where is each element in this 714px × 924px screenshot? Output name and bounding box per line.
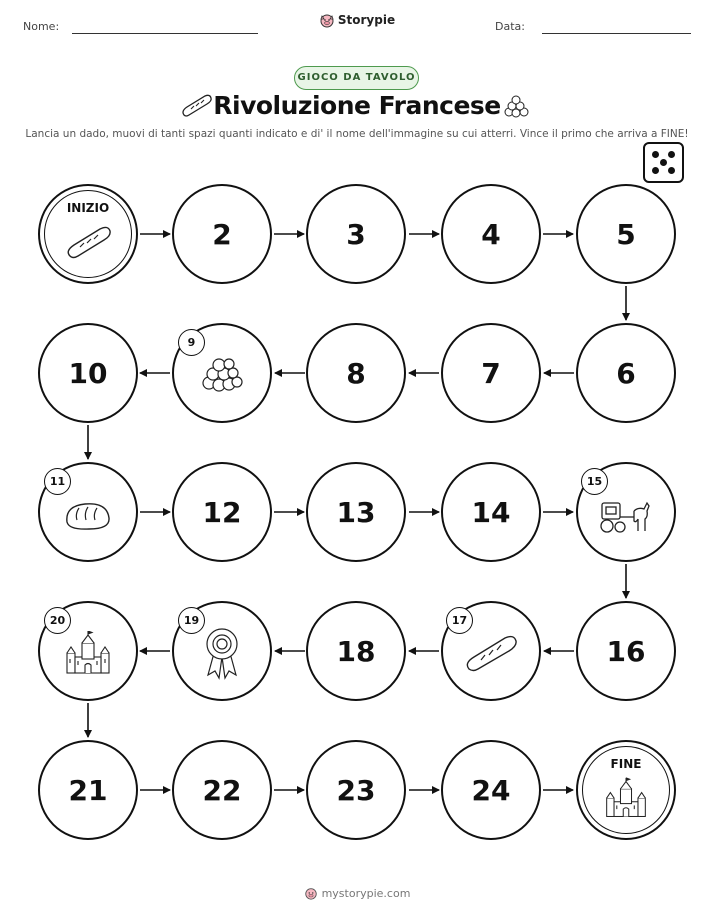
brand-name: Storypie (337, 13, 396, 27)
space-number-tag: 9 (178, 329, 205, 356)
rosette-ribbon-icon (202, 627, 242, 681)
baguette-icon (463, 633, 519, 675)
pig-mascot-icon (304, 886, 318, 900)
pig-mascot-icon (319, 12, 335, 28)
castle-icon (63, 631, 113, 677)
space-number-tag: 17 (446, 607, 473, 634)
footer (0, 886, 714, 905)
cake-pile-icon (501, 93, 533, 119)
space-end (576, 740, 676, 840)
space-7: 7 (441, 323, 541, 423)
space-8: 8 (306, 323, 406, 423)
space-5: 5 (576, 184, 676, 284)
name-label: Nome: (23, 20, 60, 33)
space-2: 2 (172, 184, 272, 284)
space-18: 18 (306, 601, 406, 701)
space-start (38, 184, 138, 284)
instructions: Lancia un dado, muovi di tanti spazi quanti indicato e di' il nome dell'immagine su cui atterri. Vince il primo che arriva a FINE! (25, 128, 689, 140)
space-number-tag: 15 (581, 468, 608, 495)
space-4: 4 (441, 184, 541, 284)
date-field[interactable] (542, 33, 691, 34)
end-label: FINE (610, 757, 642, 771)
bread-loaf-icon (63, 498, 113, 534)
space-13: 13 (306, 462, 406, 562)
date-label: Data: (495, 20, 525, 33)
space-16: 16 (576, 601, 676, 701)
category-badge: GIOCO DA TAVOLO (294, 66, 419, 90)
footer-site[interactable]: mystorypie.com (321, 886, 411, 900)
page-title: Rivoluzione Francese (213, 91, 501, 120)
space-number-tag: 19 (178, 607, 205, 634)
dice-icon (643, 142, 684, 183)
space-number-tag: 11 (44, 468, 71, 495)
cake-pile-icon (199, 355, 245, 393)
space-22: 22 (172, 740, 272, 840)
name-field[interactable] (72, 33, 258, 34)
space-6: 6 (576, 323, 676, 423)
space-number-tag: 20 (44, 607, 71, 634)
space-12: 12 (172, 462, 272, 562)
horse-carriage-icon (598, 497, 654, 535)
start-label: INIZIO (66, 201, 110, 215)
space-14: 14 (441, 462, 541, 562)
castle-icon (603, 776, 649, 822)
space-21: 21 (38, 740, 138, 840)
baguette-icon (64, 224, 112, 262)
brand-logo (0, 12, 714, 33)
space-24: 24 (441, 740, 541, 840)
space-23: 23 (306, 740, 406, 840)
space-3: 3 (306, 184, 406, 284)
space-10: 10 (38, 323, 138, 423)
